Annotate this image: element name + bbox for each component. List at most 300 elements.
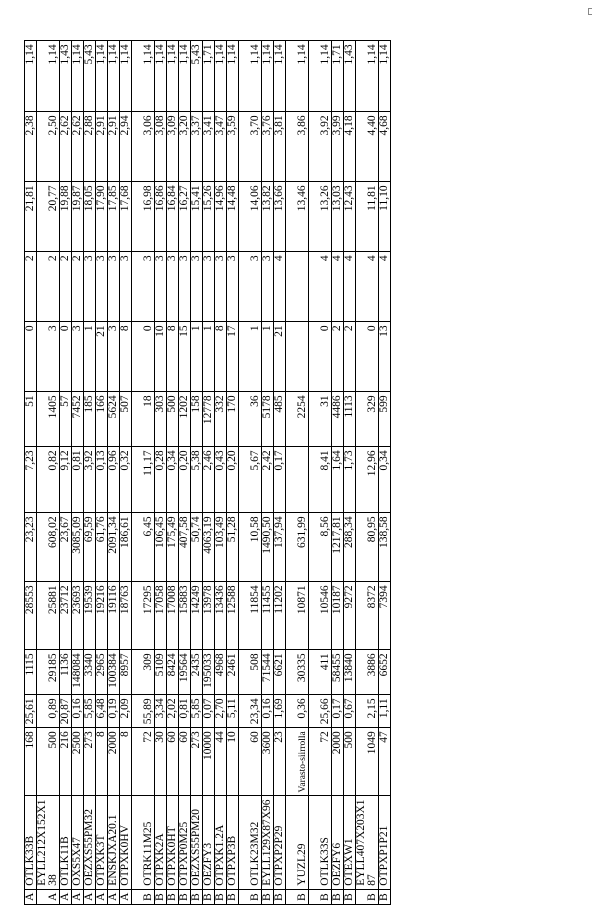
value-k-cell: 3,92	[309, 112, 332, 182]
quantity-cell: 273	[84, 728, 96, 796]
value-d-cell: 138,58	[379, 513, 391, 582]
value-j-cell: 19,88	[60, 182, 72, 252]
value-k-cell: 3,09	[167, 112, 179, 182]
value-h-cell: 3	[37, 322, 60, 392]
value-b-cell: 148084	[72, 650, 84, 695]
item-code-cell: OTLK33S	[309, 796, 332, 889]
item-code-cell: OTPXP1P21	[379, 796, 391, 889]
unit-price-cell: 0,17	[332, 695, 344, 728]
value-j-cell: 16,86	[155, 182, 167, 252]
table-row	[179, 41, 191, 905]
value-h-cell: 2	[344, 322, 356, 392]
group-cell: B	[274, 889, 286, 904]
group-cell: A	[72, 889, 84, 904]
value-e-cell: 9,12	[60, 447, 72, 513]
value-e-cell: 2,46	[203, 447, 215, 513]
value-c-cell: 13978	[203, 582, 215, 650]
group-cell: B	[203, 889, 215, 904]
quantity-cell: 30	[155, 728, 167, 796]
group-cell: B	[132, 889, 155, 904]
value-h-cell: 0	[309, 322, 332, 392]
quantity-cell: 8	[96, 728, 108, 796]
value-i-cell: 3	[191, 252, 203, 322]
value-f-cell: 36	[239, 392, 262, 447]
table-row	[309, 41, 332, 905]
value-k-cell: 3,86	[286, 112, 309, 182]
value-h-cell: 21	[274, 322, 286, 392]
value-b-cell: 2435	[191, 650, 203, 695]
value-c-cell: 10546	[309, 582, 332, 650]
unit-price-cell: 0,89	[37, 695, 60, 728]
value-d-cell: 186,61	[120, 513, 132, 582]
value-i-cell: 2	[37, 252, 60, 322]
table-row	[108, 41, 120, 905]
group-cell: B	[215, 889, 227, 904]
value-c-cell: 19116	[108, 582, 120, 650]
quantity-cell: 60	[239, 728, 262, 796]
value-d-cell: 2091,34	[108, 513, 120, 582]
unit-price-cell: 3,34	[155, 695, 167, 728]
value-l-cell: 5,43	[191, 41, 203, 112]
value-h-cell: 0	[356, 322, 379, 392]
value-d-cell: 10,58	[239, 513, 262, 582]
item-code-cell: OXS5X47	[72, 796, 84, 889]
value-h-cell: 2	[332, 322, 344, 392]
value-j-cell: 17,68	[120, 182, 132, 252]
table-row	[96, 41, 108, 905]
table-row	[332, 41, 344, 905]
unit-price-cell: 25,66	[309, 695, 332, 728]
value-i-cell: 3	[120, 252, 132, 322]
value-j-cell: 14,06	[239, 182, 262, 252]
value-c-cell: 25881	[37, 582, 60, 650]
group-cell: A	[96, 889, 108, 904]
value-e-cell: 1,73	[344, 447, 356, 513]
value-c-cell: 23693	[72, 582, 84, 650]
value-f-cell: 57	[60, 392, 72, 447]
quantity-cell: 1049	[356, 728, 379, 796]
value-h-cell: 8	[120, 322, 132, 392]
quantity-cell: 10	[227, 728, 239, 796]
value-c-cell: 18763	[120, 582, 132, 650]
value-k-cell: 3,76	[262, 112, 274, 182]
quantity-cell: 47	[379, 728, 391, 796]
value-e-cell: 5,67	[239, 447, 262, 513]
value-f-cell: 12778	[203, 392, 215, 447]
value-l-cell: 1,14	[155, 41, 167, 112]
item-code-cell: OEZXS55PM20	[191, 796, 203, 889]
value-l-cell: 1,14	[239, 41, 262, 112]
value-k-cell: 3,37	[191, 112, 203, 182]
inventory-table	[24, 40, 391, 905]
value-l-cell: 1,14	[132, 41, 155, 112]
group-cell: A	[60, 889, 72, 904]
unit-price-cell: 2,09	[120, 695, 132, 728]
item-code-cell: OTPXK0HT	[167, 796, 179, 889]
value-k-cell: 2,94	[120, 112, 132, 182]
item-code-cell: OTLK23M32	[239, 796, 262, 889]
value-l-cell: 1,14	[72, 41, 84, 112]
value-d-cell: 631,99	[286, 513, 309, 582]
value-c-cell: 28553	[25, 582, 37, 650]
item-code-cell: OTLK33B	[25, 796, 37, 889]
value-k-cell: 2,50	[37, 112, 60, 182]
value-l-cell: 1,71	[203, 41, 215, 112]
value-d-cell: 6,45	[132, 513, 155, 582]
value-c-cell: 13436	[215, 582, 227, 650]
value-k-cell: 3,99	[332, 112, 344, 182]
item-code-cell: OTPXK0HV	[120, 796, 132, 889]
table-row	[379, 41, 391, 905]
group-cell: A	[108, 889, 120, 904]
value-b-cell: 8957	[120, 650, 132, 695]
value-h-cell: 1	[84, 322, 96, 392]
item-code-cell: OEZXS55PM32	[84, 796, 96, 889]
value-b-cell: 1136	[60, 650, 72, 695]
value-c-cell: 15883	[179, 582, 191, 650]
quantity-cell: 10000	[203, 728, 215, 796]
unit-price-cell: 2,15	[356, 695, 379, 728]
quantity-cell: 60	[167, 728, 179, 796]
item-code-cell: OTLK11B	[60, 796, 72, 889]
unit-price-cell: 0,16	[72, 695, 84, 728]
value-h-cell: 0	[132, 322, 155, 392]
value-l-cell: 1,14	[37, 41, 60, 112]
value-d-cell: 4063,19	[203, 513, 215, 582]
value-f-cell: 329	[356, 392, 379, 447]
table-row	[262, 41, 274, 905]
value-e-cell: 0,20	[179, 447, 191, 513]
value-d-cell: 23,67	[60, 513, 72, 582]
value-d-cell: 61,76	[96, 513, 108, 582]
value-b-cell: 8424	[167, 650, 179, 695]
value-h-cell: 17	[227, 322, 239, 392]
value-h-cell: 1	[203, 322, 215, 392]
value-b-cell: 3340	[84, 650, 96, 695]
value-h-cell: 1	[239, 322, 262, 392]
quantity-cell: Varasto-siirrolla	[286, 728, 309, 796]
unit-price-cell: 2,70	[215, 695, 227, 728]
value-j-cell: 16,84	[167, 182, 179, 252]
value-e-cell: 0,13	[96, 447, 108, 513]
value-j-cell: 17,90	[96, 182, 108, 252]
value-b-cell: 5109	[155, 650, 167, 695]
value-i-cell: 3	[167, 252, 179, 322]
unit-price-cell: 55,89	[132, 695, 155, 728]
value-k-cell: 3,08	[155, 112, 167, 182]
value-f-cell: 507	[120, 392, 132, 447]
value-b-cell: 19564	[179, 650, 191, 695]
value-k-cell: 4,40	[356, 112, 379, 182]
value-b-cell: 1115	[25, 650, 37, 695]
value-l-cell: 1,14	[167, 41, 179, 112]
value-i-cell: 2	[72, 252, 84, 322]
quantity-cell: 60	[179, 728, 191, 796]
item-code-cell: OTPXK2A	[155, 796, 167, 889]
value-b-cell: 6621	[274, 650, 286, 695]
value-l-cell: 5,43	[84, 41, 96, 112]
value-e-cell: 0,32	[120, 447, 132, 513]
quantity-cell: 216	[60, 728, 72, 796]
value-d-cell: 1490,50	[262, 513, 274, 582]
value-b-cell: 100384	[108, 650, 120, 695]
value-i-cell: 3	[203, 252, 215, 322]
value-c-cell: 19216	[96, 582, 108, 650]
value-e-cell: 0,17	[274, 447, 286, 513]
value-j-cell: 16,98	[132, 182, 155, 252]
value-j-cell: 15,26	[203, 182, 215, 252]
value-d-cell: 137,94	[274, 513, 286, 582]
value-h-cell: 1	[191, 322, 203, 392]
group-cell: B	[356, 889, 379, 904]
value-k-cell: 3,20	[179, 112, 191, 182]
value-i-cell: 3	[96, 252, 108, 322]
value-i-cell: 3	[155, 252, 167, 322]
value-h-cell: 0	[25, 322, 37, 392]
value-b-cell: 2965	[96, 650, 108, 695]
value-f-cell: 485	[274, 392, 286, 447]
quantity-cell: 23	[274, 728, 286, 796]
value-j-cell: 11,81	[356, 182, 379, 252]
value-e-cell: 5,38	[191, 447, 203, 513]
group-cell: B	[239, 889, 262, 904]
value-c-cell: 11455	[262, 582, 274, 650]
table-row	[344, 41, 356, 905]
item-code-cell: OTRK11M25	[132, 796, 155, 889]
unit-price-cell: 0,16	[262, 695, 274, 728]
group-cell: B	[344, 889, 356, 904]
value-h-cell: 10	[155, 322, 167, 392]
unit-price-cell: 25,61	[25, 695, 37, 728]
quantity-cell: 2000	[108, 728, 120, 796]
value-b-cell: 195033	[203, 650, 215, 695]
value-e-cell: 3,92	[84, 447, 96, 513]
value-d-cell: 288,34	[344, 513, 356, 582]
value-l-cell: 1,71	[332, 41, 344, 112]
value-e-cell: 1,64	[332, 447, 344, 513]
value-l-cell: 1,43	[344, 41, 356, 112]
quantity-cell: 500	[344, 728, 356, 796]
group-cell: B	[155, 889, 167, 904]
group-cell: B	[332, 889, 344, 904]
value-k-cell: 4,18	[344, 112, 356, 182]
unit-price-cell: 0,19	[108, 695, 120, 728]
quantity-cell: 72	[132, 728, 155, 796]
value-e-cell: 0,34	[167, 447, 179, 513]
quantity-cell: 8	[120, 728, 132, 796]
value-d-cell: 407,58	[179, 513, 191, 582]
group-cell: B	[167, 889, 179, 904]
value-l-cell: 1,14	[96, 41, 108, 112]
quantity-cell: 2000	[332, 728, 344, 796]
unit-price-cell: 23,34	[239, 695, 262, 728]
group-cell: A	[120, 889, 132, 904]
value-j-cell: 21,81	[25, 182, 37, 252]
value-d-cell: 1217,81	[332, 513, 344, 582]
value-k-cell: 3,06	[132, 112, 155, 182]
value-i-cell: 2	[25, 252, 37, 322]
value-l-cell: 1,14	[356, 41, 379, 112]
value-k-cell: 3,59	[227, 112, 239, 182]
value-h-cell: 8	[167, 322, 179, 392]
value-f-cell: 31	[309, 392, 332, 447]
value-b-cell: 2461	[227, 650, 239, 695]
value-j-cell: 16,27	[179, 182, 191, 252]
quantity-cell: 168	[25, 728, 37, 796]
item-code-cell: OEZFY6	[332, 796, 344, 889]
value-f-cell: 2254	[286, 392, 309, 447]
value-f-cell: 1405	[37, 392, 60, 447]
value-k-cell: 3,81	[274, 112, 286, 182]
value-i-cell: 3	[262, 252, 274, 322]
value-c-cell: 19539	[84, 582, 96, 650]
group-cell: B	[227, 889, 239, 904]
value-d-cell: 175,49	[167, 513, 179, 582]
value-e-cell: 11,17	[132, 447, 155, 513]
table-row	[167, 41, 179, 905]
item-code-cell: OTPXP3B	[227, 796, 239, 889]
table-row	[120, 41, 132, 905]
value-k-cell: 3,47	[215, 112, 227, 182]
value-h-cell: 1	[262, 322, 274, 392]
table-row	[239, 41, 262, 905]
value-f-cell: 170	[227, 392, 239, 447]
value-f-cell: 7452	[72, 392, 84, 447]
value-h-cell: 3	[108, 322, 120, 392]
group-cell: B	[379, 889, 391, 904]
value-k-cell: 2,88	[84, 112, 96, 182]
item-code-cell: OTEXW1	[344, 796, 356, 889]
item-code-cell: YUZL29	[286, 796, 309, 889]
value-l-cell: 1,14	[179, 41, 191, 112]
value-d-cell: 51,28	[227, 513, 239, 582]
value-i-cell: 4	[309, 252, 332, 322]
value-b-cell: 411	[309, 650, 332, 695]
value-c-cell: 23712	[60, 582, 72, 650]
item-code-cell: OTPXP0M25	[179, 796, 191, 889]
value-j-cell: 14,48	[227, 182, 239, 252]
item-code-cell: EYLL407X203X187	[356, 796, 379, 889]
quantity-cell: 2500	[72, 728, 84, 796]
value-j-cell: 15,41	[191, 182, 203, 252]
value-h-cell: 3	[72, 322, 84, 392]
value-d-cell: 50,74	[191, 513, 203, 582]
value-f-cell: 185	[84, 392, 96, 447]
value-i-cell: 2	[60, 252, 72, 322]
value-d-cell: 80,95	[356, 513, 379, 582]
value-i-cell: 4	[274, 252, 286, 322]
value-j-cell: 19,87	[72, 182, 84, 252]
group-cell: B	[191, 889, 203, 904]
group-cell: A	[37, 889, 60, 904]
value-c-cell: 10187	[332, 582, 344, 650]
quantity-cell: 500	[37, 728, 60, 796]
table-row	[203, 41, 215, 905]
value-i-cell	[286, 252, 309, 322]
group-cell: A	[25, 889, 37, 904]
table-row	[215, 41, 227, 905]
unit-price-cell: 5,85	[84, 695, 96, 728]
value-i-cell: 3	[179, 252, 191, 322]
value-c-cell: 11202	[274, 582, 286, 650]
table-body	[25, 41, 391, 905]
table-row	[191, 41, 203, 905]
value-l-cell: 1,14	[227, 41, 239, 112]
value-l-cell: 1,14	[379, 41, 391, 112]
group-cell: B	[262, 889, 274, 904]
value-d-cell: 23,23	[25, 513, 37, 582]
value-f-cell: 1202	[179, 392, 191, 447]
value-k-cell: 2,38	[25, 112, 37, 182]
unit-price-cell: 0,67	[344, 695, 356, 728]
value-j-cell: 20,77	[37, 182, 60, 252]
value-c-cell: 14249	[191, 582, 203, 650]
value-l-cell: 1,14	[286, 41, 309, 112]
group-cell: B	[309, 889, 332, 904]
unit-price-cell: 0,07	[203, 695, 215, 728]
value-e-cell: 0,96	[108, 447, 120, 513]
value-b-cell: 309	[132, 650, 155, 695]
value-b-cell: 4968	[215, 650, 227, 695]
value-l-cell: 1,14	[108, 41, 120, 112]
value-l-cell: 1,14	[215, 41, 227, 112]
value-k-cell: 4,68	[379, 112, 391, 182]
value-l-cell: 1,14	[274, 41, 286, 112]
value-j-cell: 14,96	[215, 182, 227, 252]
value-k-cell: 2,62	[60, 112, 72, 182]
value-f-cell: 166	[96, 392, 108, 447]
value-b-cell: 29185	[37, 650, 60, 695]
value-d-cell: 106,45	[155, 513, 167, 582]
value-f-cell: 51	[25, 392, 37, 447]
value-i-cell: 3	[84, 252, 96, 322]
value-b-cell: 30335	[286, 650, 309, 695]
table-row	[84, 41, 96, 905]
quantity-cell: 44	[215, 728, 227, 796]
value-f-cell: 5624	[108, 392, 120, 447]
item-code-cell: EYLL129X87X96	[262, 796, 274, 889]
value-i-cell: 4	[379, 252, 391, 322]
item-code-cell: OTPXK3T	[96, 796, 108, 889]
value-i-cell: 3	[239, 252, 262, 322]
value-h-cell: 8	[215, 322, 227, 392]
table-row	[274, 41, 286, 905]
value-h-cell: 21	[96, 322, 108, 392]
value-e-cell: 0,43	[215, 447, 227, 513]
value-d-cell: 103,49	[215, 513, 227, 582]
value-e-cell: 12,96	[356, 447, 379, 513]
value-i-cell: 4	[356, 252, 379, 322]
value-e-cell: 0,82	[37, 447, 60, 513]
value-j-cell: 13,66	[274, 182, 286, 252]
value-e-cell: 0,28	[155, 447, 167, 513]
value-c-cell: 10871	[286, 582, 309, 650]
value-d-cell: 8,56	[309, 513, 332, 582]
item-code-cell: OTPXK1.2A	[215, 796, 227, 889]
value-i-cell: 4	[344, 252, 356, 322]
value-i-cell: 3	[227, 252, 239, 322]
value-j-cell: 18,05	[84, 182, 96, 252]
value-d-cell: 608,02	[37, 513, 60, 582]
item-code-cell: EYLL212X152X138	[37, 796, 60, 889]
unit-price-cell: 0,81	[179, 695, 191, 728]
value-d-cell: 3085,09	[72, 513, 84, 582]
value-f-cell: 500	[167, 392, 179, 447]
table-row	[37, 41, 60, 905]
table-row	[227, 41, 239, 905]
unit-price-cell: 5,11	[227, 695, 239, 728]
value-l-cell: 1,14	[120, 41, 132, 112]
